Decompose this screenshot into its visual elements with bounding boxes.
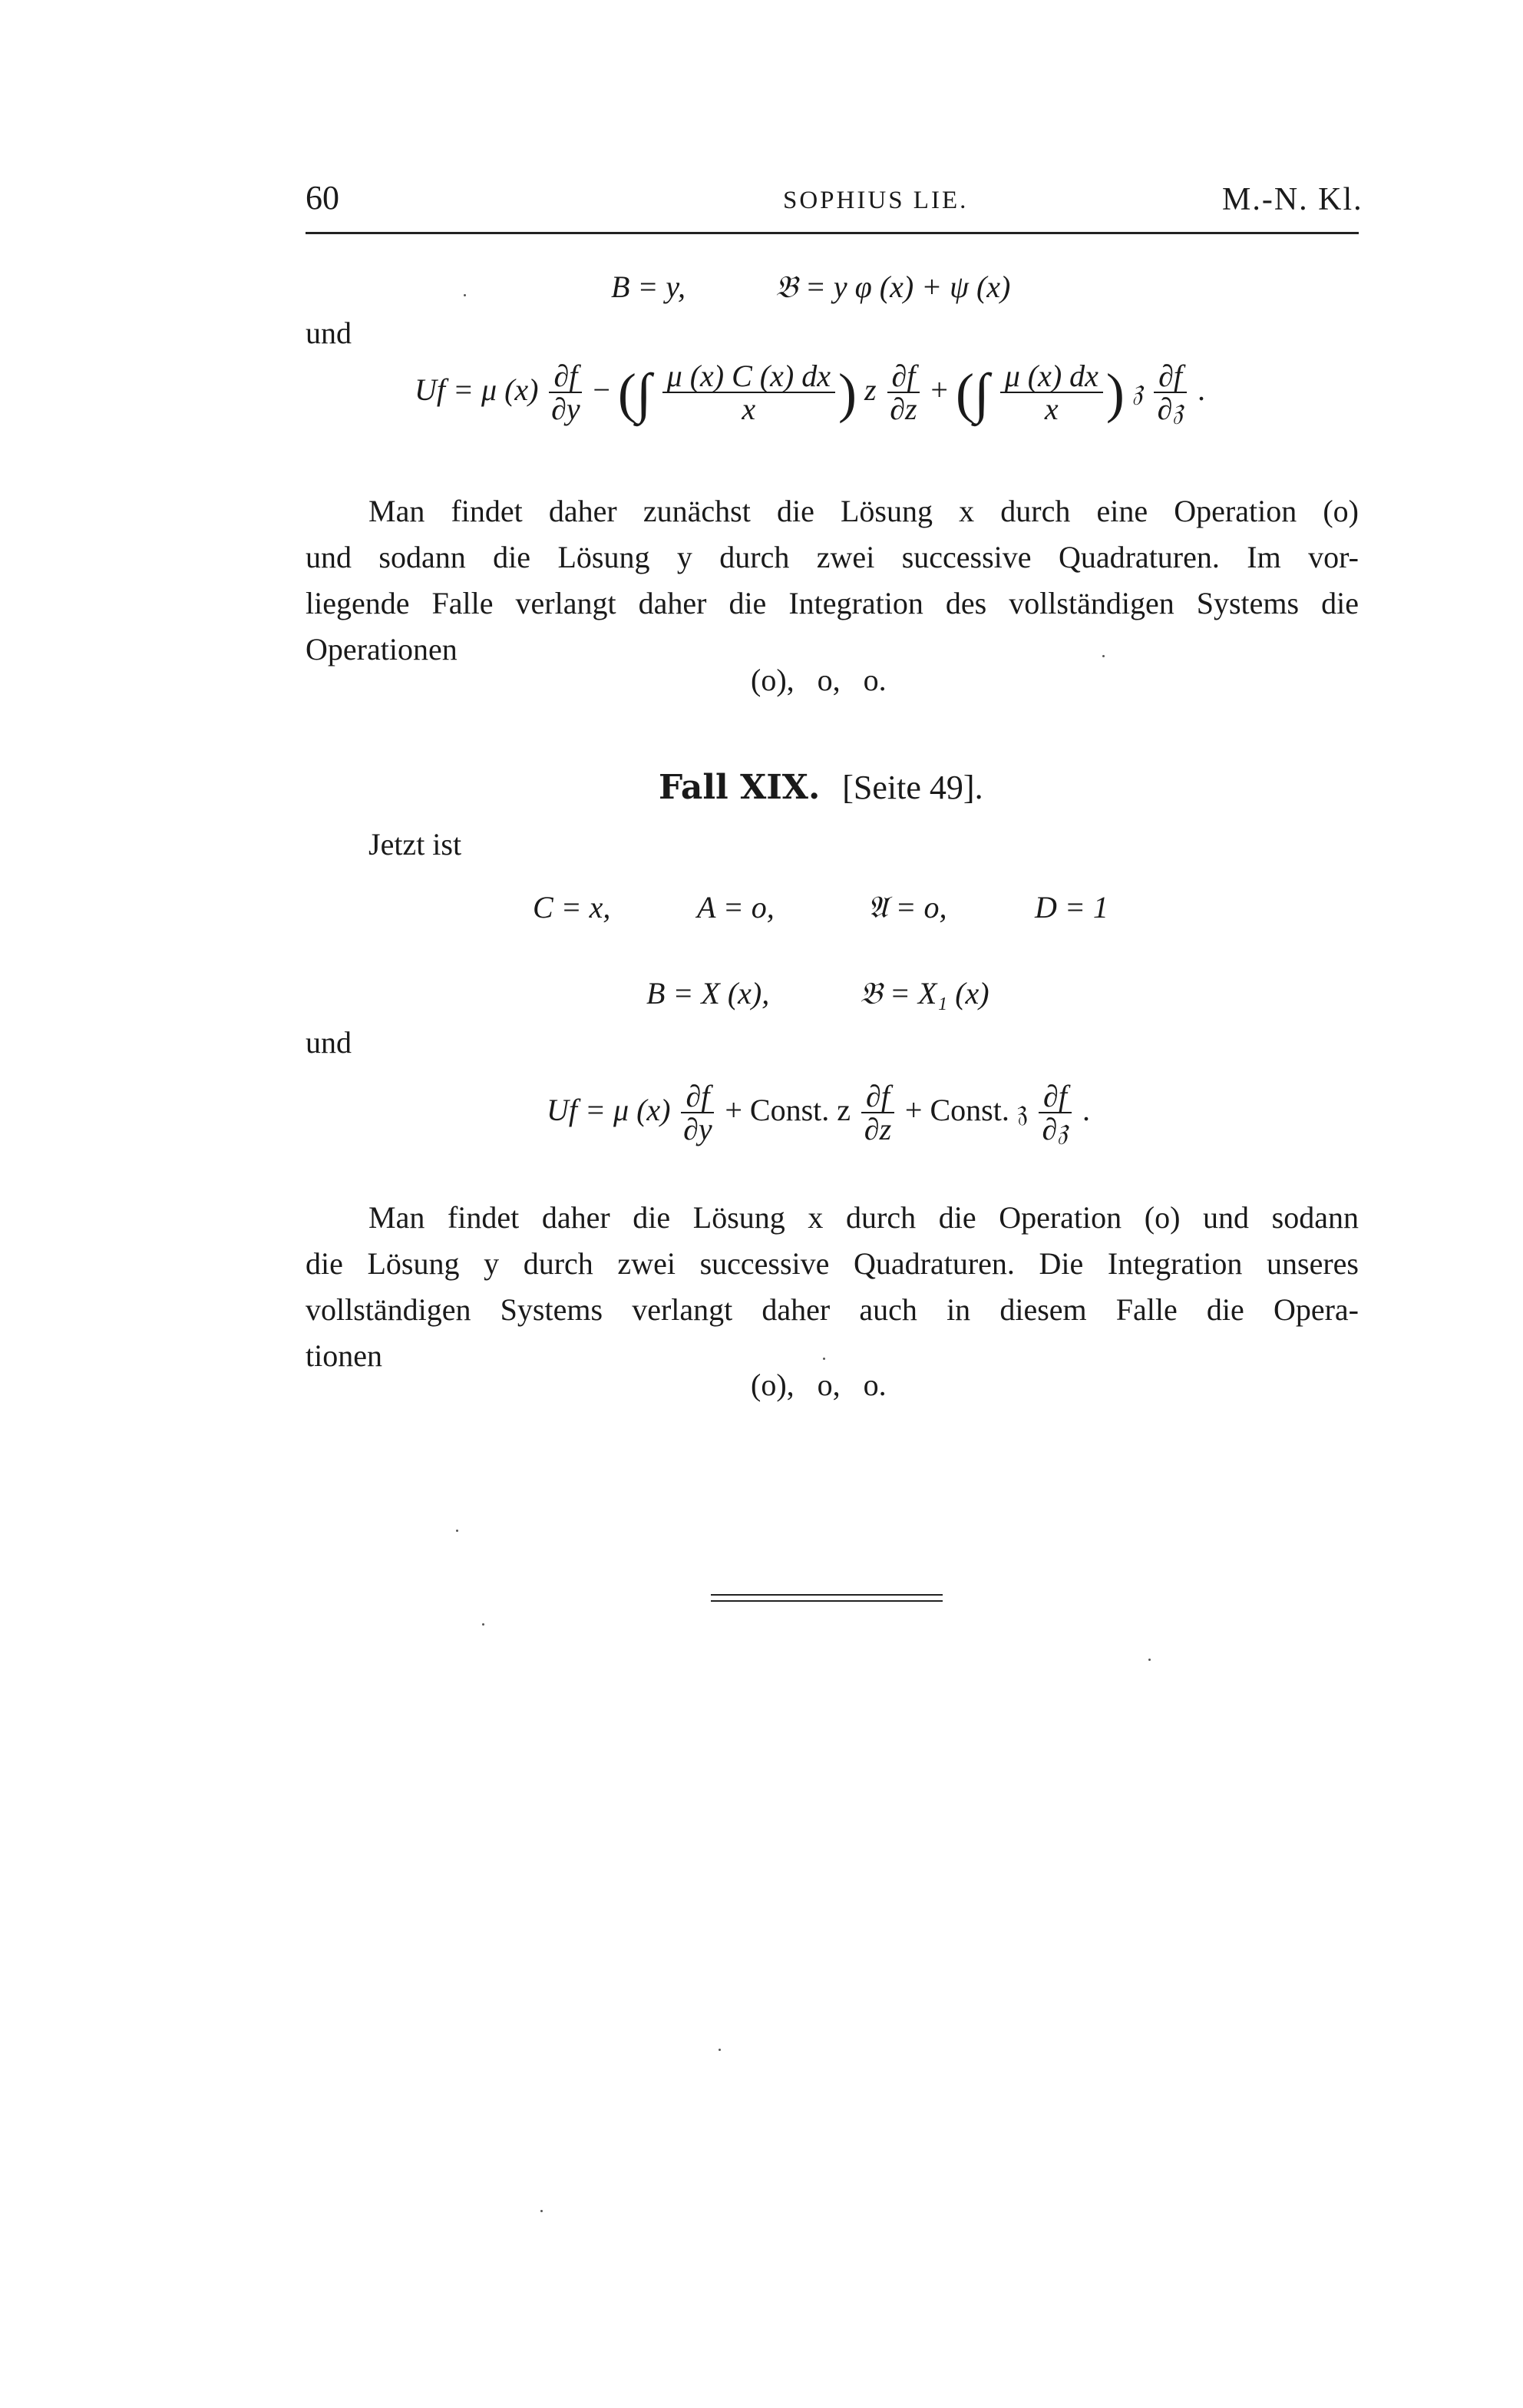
close-paren-2: ) bbox=[1105, 362, 1125, 424]
paragraph-1-line-3: liegende Falle verlangt daher die Integration des vollständigen Systems die bbox=[306, 586, 1359, 620]
denominator: ∂y bbox=[551, 392, 580, 426]
denominator: x bbox=[1044, 392, 1059, 426]
equation-B-fraktur: 𝔅 = y φ (x) + ψ (x) bbox=[775, 270, 1011, 304]
denominator: x bbox=[742, 392, 756, 426]
end-rule-bottom bbox=[711, 1600, 943, 1602]
section-abbrev: M.-N. Kl. bbox=[1222, 182, 1363, 217]
equation-B-fraktur-2: 𝔅 = X₁ (x) bbox=[860, 976, 989, 1011]
heading-page-ref: [Seite 49]. bbox=[842, 769, 983, 806]
numerator: ∂f bbox=[1039, 1081, 1072, 1113]
equation-D: D = 1 bbox=[1035, 890, 1108, 925]
integral-fraction-2 bbox=[1000, 361, 1103, 425]
paragraph-2 bbox=[306, 1195, 1359, 1379]
paragraph-1 bbox=[306, 488, 1359, 673]
paragraph-2-line-2: die Lösung y durch zwei successive Quadraturen. Die Integration unseres bbox=[306, 1246, 1359, 1281]
uf-lhs: Uf = μ (x) bbox=[415, 372, 539, 408]
fraction-df-dz bbox=[861, 1081, 894, 1146]
end-rule-top bbox=[711, 1594, 943, 1596]
scan-speck bbox=[823, 1358, 825, 1360]
fraction-df-dzeta bbox=[1039, 1081, 1072, 1146]
period: . bbox=[1198, 372, 1205, 408]
paragraph-1-line-2: und sodann die Lösung y durch zwei successive Quadraturen. Im vor- bbox=[306, 540, 1359, 574]
uf-equation-2 bbox=[547, 1081, 1090, 1146]
heading-title: Fall XIX. bbox=[659, 768, 821, 807]
close-paren-1: ) bbox=[837, 362, 857, 424]
factor-z: z bbox=[864, 372, 877, 408]
equation-C: C = x, bbox=[533, 890, 611, 925]
operations-2: (o), o, o. bbox=[751, 1368, 887, 1402]
uf-equation-1 bbox=[415, 361, 1205, 425]
integral-sign-2: ∫ bbox=[973, 362, 989, 424]
denominator: ∂𝔷 bbox=[1157, 392, 1184, 426]
denominator: ∂z bbox=[890, 392, 917, 426]
operations-1: (o), o, o. bbox=[751, 663, 887, 697]
denominator: ∂z bbox=[864, 1112, 892, 1146]
fraction-df-dy bbox=[681, 1081, 714, 1146]
period: . bbox=[1082, 1093, 1090, 1128]
header-rule bbox=[306, 232, 1359, 234]
scan-speck bbox=[719, 2049, 721, 2051]
numerator: ∂f bbox=[1154, 361, 1187, 393]
numerator: μ (x) C (x) dx bbox=[662, 361, 835, 393]
numerator: ∂f bbox=[887, 361, 920, 393]
const-term-z: + Const. z bbox=[725, 1093, 851, 1128]
paragraph-1-line-4: Operationen bbox=[306, 632, 458, 666]
factor-zeta: 𝔷 bbox=[1132, 372, 1144, 408]
equation-B: B = y, bbox=[611, 270, 686, 304]
plus-sign: + bbox=[930, 372, 948, 408]
minus-sign: − bbox=[593, 372, 610, 408]
denominator: ∂𝔷 bbox=[1042, 1112, 1069, 1146]
paragraph-2-line-3: vollständigen Systems verlangt daher auch in diesem Falle die Opera- bbox=[306, 1292, 1359, 1327]
scan-speck bbox=[540, 2210, 543, 2212]
numerator: ∂f bbox=[861, 1081, 894, 1113]
open-paren-1: ( bbox=[617, 362, 636, 424]
denominator: ∂y bbox=[683, 1112, 712, 1146]
und-label-2: und bbox=[306, 1025, 352, 1060]
numerator: ∂f bbox=[681, 1081, 714, 1113]
scan-speck bbox=[464, 294, 466, 296]
paragraph-1-line-1: Man findet daher zunächst die Lösung x durch eine Operation (o) bbox=[368, 494, 1359, 528]
fraction-df-dz bbox=[887, 361, 920, 425]
fraction-df-dzeta bbox=[1154, 361, 1187, 425]
scan-speck bbox=[482, 1623, 484, 1626]
paragraph-2-line-4: tionen bbox=[306, 1338, 382, 1373]
jetzt-ist-label: Jetzt ist bbox=[368, 827, 462, 862]
section-heading bbox=[659, 768, 983, 807]
page-number: 60 bbox=[306, 179, 339, 217]
numerator: μ (x) dx bbox=[1000, 361, 1103, 393]
und-label-1: und bbox=[306, 316, 352, 350]
numerator: ∂f bbox=[549, 361, 582, 393]
integral-sign-1: ∫ bbox=[636, 362, 652, 424]
running-title: SOPHIUS LIE. bbox=[783, 187, 969, 214]
const-term-zeta: + Const. 𝔷 bbox=[904, 1093, 1029, 1128]
scan-speck bbox=[1148, 1659, 1151, 1661]
equation-B-2: B = X (x), bbox=[646, 976, 770, 1011]
equation-A-fraktur: 𝔄 = o, bbox=[867, 890, 947, 925]
uf-lhs: Uf = μ (x) bbox=[547, 1093, 671, 1128]
scan-speck bbox=[456, 1530, 458, 1532]
paragraph-2-line-1: Man findet daher die Lösung x durch die Operation (o) und sodann bbox=[368, 1200, 1359, 1235]
fraction-df-dy bbox=[549, 361, 582, 425]
integral-fraction-1 bbox=[662, 361, 835, 425]
equation-A: A = o, bbox=[697, 890, 775, 925]
scan-speck bbox=[1102, 655, 1105, 657]
open-paren-2: ( bbox=[955, 362, 974, 424]
